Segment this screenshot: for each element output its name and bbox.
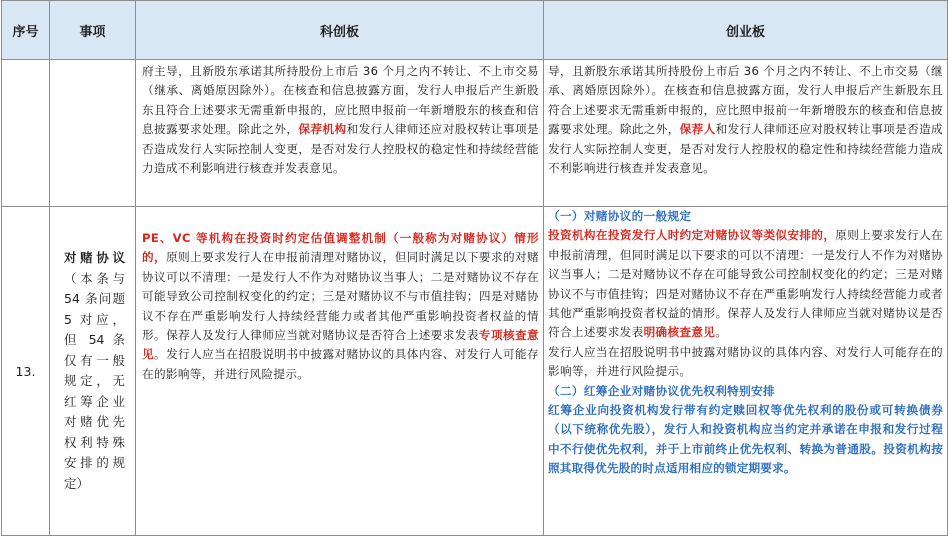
- row2-gem-red-2: 明确核查意见: [643, 325, 716, 340]
- row2-gem-blue-text: 红筹企业向投资机构发行带有约定赎回权等优先权利的股份或可转换债券（以下统称优先股），发行人和投资机构应当约定并承诺在申报和发行过程中不行使优先权利，并于上市前终止优先权利、转换为普通股。投资机构按照其取得优先股的时点适用相应的锁定期要求。: [548, 403, 943, 476]
- row1-gem-red: 保荐人: [679, 122, 716, 137]
- row2-star-text-2: 。发行人应当在招股说明书中披露对赌协议的具体内容、对发行人可能存在的影响等，并进行风险提示。: [142, 347, 540, 381]
- row2-item-note: （本条与 54 条问题 5 对应，但 54 条仅有一般规定，无红筹企业对赌优先权利特殊安排的规定）: [64, 270, 125, 491]
- row1-star-text-1: 府主导，且新股东承诺其所持股份上市后 36 个月之内不转让、不上市交易（继承、离婚原因除外）。在核查和信息披露方面，发行人申报后产生新股东且符合上述要求无需重新申报的，应比照申报前一年新增股东的核查和信息披露要求处理。除此之外，: [142, 64, 539, 137]
- header-item: 事项: [50, 1, 136, 60]
- row2-gem-heading-1: （一）对赌协议的一般规定: [548, 209, 692, 223]
- row2-star-cell: [136, 207, 544, 536]
- table-row: [2, 207, 948, 536]
- header-star-market: 科创板: [136, 1, 544, 60]
- row2-star-red-1: PE、VC 等机构在投资时约定估值调整机制（一般称为对赌协议）情形的，: [142, 231, 539, 265]
- header-row: [2, 1, 948, 60]
- table-row: [2, 60, 948, 207]
- row2-gem-text-2: 。: [715, 325, 728, 340]
- row2-item-title: 对赌协议: [64, 250, 125, 265]
- row1-gem-text-2: 和发行人律师还应对股权转让事项是否造成发行人实际控制人变更，是否对发行人控股权的稳定性和持续经营能力造成不利影响进行核查并发表意见。: [548, 122, 943, 176]
- row2-gem-para-1: [548, 226, 943, 342]
- header-gem: 创业板: [544, 1, 948, 60]
- row2-item: [50, 207, 136, 536]
- row1-gem-text-1: 导，且新股东承诺其所持股份上市后 36 个月之内不转让、不上市交易（继承、离婚原因除外）。在核查和信息披露方面，发行人申报后产生新股东且符合上述要求无需重新申报的，应比照申报前一年新增股东的核查和信息披露要求处理。除此之外，: [548, 64, 943, 137]
- row2-star-text-1: 原则上要求发行人在申报前清理对赌协议，但同时满足以下要求的对赌协议可以不清理：一是发行人不作为对赌协议当事人；二是对赌协议不存在可能导致公司控制权变化的约定；三是对赌协议不与市值挂钩；四是对赌协议不存在严重影响发行人持续经营能力或者其他严重影响投资者权益的情形。保荐人及发行人律师应当就对赌协议是否符合上述要求发表: [142, 250, 540, 343]
- comparison-table: [1, 0, 948, 536]
- row1-number: [2, 60, 50, 207]
- row1-star-red: 保荐机构: [298, 122, 347, 137]
- row1-star-text-2: 和发行人律师还应对股权转让事项是否造成发行人实际控制人变更，是否对发行人控股权的稳定性和持续经营能力造成不利影响进行核查并发表意见。: [142, 122, 539, 176]
- header-no: 序号: [2, 1, 50, 60]
- row2-number: 13.: [2, 207, 50, 536]
- row1-item: [50, 60, 136, 207]
- row2-gem-cell: [544, 207, 948, 536]
- row2-gem-heading-2: （二）红筹企业对赌协议优先权利特别安排: [548, 383, 775, 398]
- row2-gem-red-1: 投资机构在投资发行人时约定对赌协议等类似安排的，: [548, 228, 836, 243]
- row2-star-red-2: 专项核查意见: [142, 328, 539, 362]
- row2-gem-text-1: 原则上要求发行人在申报前清理，但同时满足以下要求的可以不清理：一是发行人不作为对赌协议当事人；二是对赌协议不存在可能导致公司控制权变化的约定；三是对赌协议不与市值挂钩；四是对赌协议不存在严重影响发行人持续经营能力或者其他严重影响投资者权益的情形。保荐人及发行人律师应当就对赌协议是否符合上述要求发表: [548, 228, 944, 340]
- row1-gem-cell: [544, 60, 948, 207]
- row1-star-cell: [136, 60, 544, 207]
- row2-gem-para-2: 发行人应当在招股说明书中披露对赌协议的具体内容、对发行人可能存在的影响等，并进行风险提示。: [548, 344, 943, 379]
